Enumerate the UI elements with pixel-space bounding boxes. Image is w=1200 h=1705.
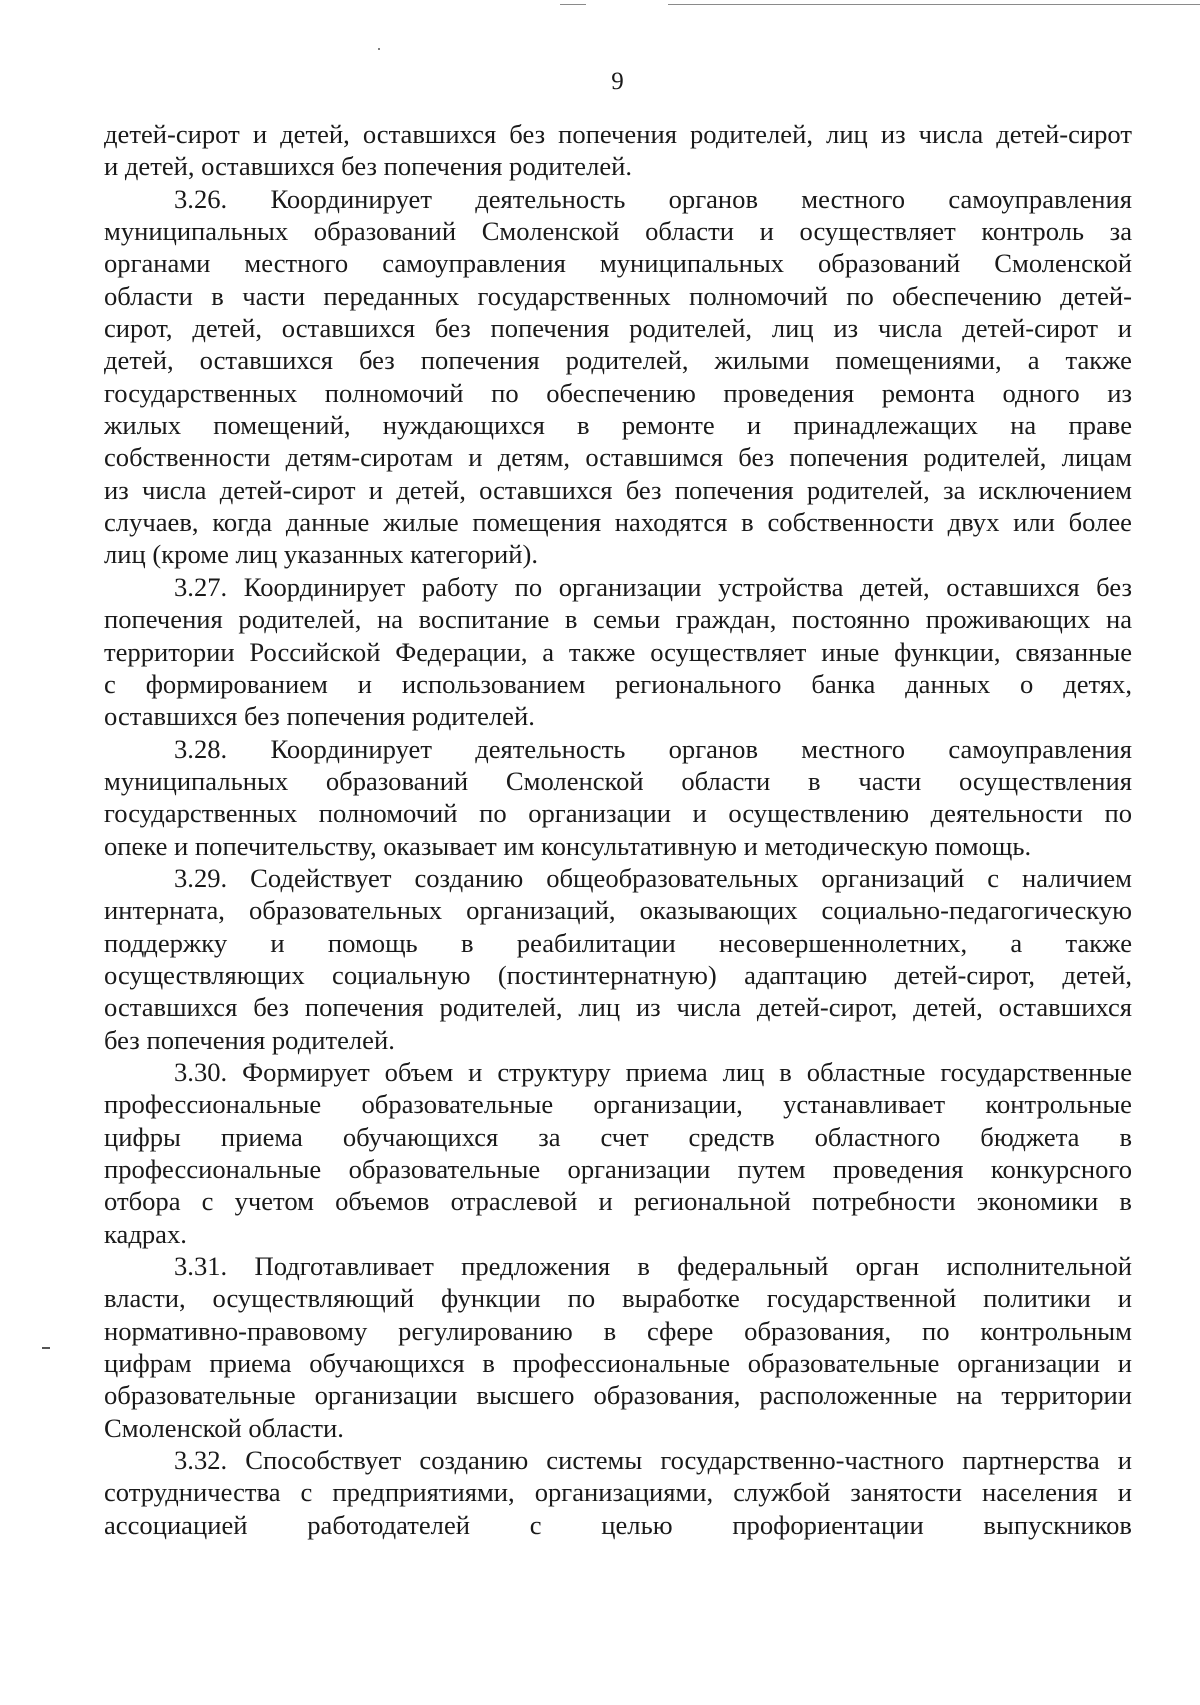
paragraph-first-line: 3.32. Способствует созданию системы государственно-частного партнерства и <box>174 1445 1132 1476</box>
text-line: государственных полномочий по обеспечению проведения ремонта одного из <box>104 377 1132 408</box>
scan-speck <box>378 48 380 50</box>
scan-edge-line <box>668 4 1200 5</box>
page-number: 9 <box>611 68 624 95</box>
text-line: интерната, образовательных организаций, оказывающих социально-педагогическую <box>104 895 1132 926</box>
text-line: опеке и попечительству, оказывает им консультативную и методическую помощь. <box>104 830 1032 861</box>
paragraph-first-line: 3.27. Координирует работу по организации устройства детей, оставшихся без <box>174 571 1132 602</box>
paragraph-first-line: 3.26. Координирует деятельность органов местного самоуправления <box>174 183 1132 214</box>
text-line: сирот, детей, оставшихся без попечения родителей, лиц из числа детей-сирот и <box>104 313 1132 344</box>
text-line: из числа детей-сирот и детей, оставшихся без попечения родителей, за исключением <box>104 474 1132 505</box>
paragraph-first-line: 3.30. Формирует объем и структуру приема лиц в областные государственные <box>174 1056 1132 1087</box>
text-line: поддержку и помощь в реабилитации несовершеннолетних, а также <box>104 927 1132 958</box>
text-line: оставшихся без попечения родителей, лиц из числа детей-сирот, детей, оставшихся <box>104 992 1132 1023</box>
text-line: отбора с учетом объемов отраслевой и региональной потребности экономики в <box>104 1186 1132 1217</box>
text-line: и детей, оставшихся без попечения родителей. <box>104 151 633 182</box>
text-line: цифры приема обучающихся за счет средств областного бюджета в <box>104 1121 1132 1152</box>
text-line: области в части переданных государственных полномочий по обеспечению детей- <box>104 280 1132 311</box>
text-line: осуществляющих социальную (постинтернатную) адаптацию детей-сирот, детей, <box>104 959 1132 990</box>
text-line: с формированием и использованием регионального банка данных о детях, <box>104 668 1132 699</box>
margin-mark <box>42 1347 50 1349</box>
text-line: территории Российской Федерации, а также осуществляет иные функции, связанные <box>104 636 1132 667</box>
text-line: ассоциацией работодателей с целью профориентации выпускников <box>104 1509 1132 1540</box>
text-line: муниципальных образований Смоленской области в части осуществления <box>104 765 1132 796</box>
text-line: органами местного самоуправления муниципальных образований Смоленской <box>104 248 1132 279</box>
text-line: нормативно-правовому регулированию в сфере образования, по контрольным <box>104 1315 1132 1346</box>
text-line: жилых помещений, нуждающихся в ремонте и принадлежащих на праве <box>104 410 1132 441</box>
scan-edge-line <box>560 4 586 5</box>
text-line: детей-сирот и детей, оставшихся без попечения родителей, лиц из числа детей-сирот <box>104 119 1132 149</box>
text-line: случаев, когда данные жилые помещения находятся в собственности двух или более <box>104 507 1132 538</box>
text-line: муниципальных образований Смоленской области и осуществляет контроль за <box>104 216 1132 247</box>
text-line: профессиональные образовательные организации, устанавливает контрольные <box>104 1089 1132 1120</box>
text-line: власти, осуществляющий функции по выработке государственной политики и <box>104 1283 1132 1314</box>
text-line: попечения родителей, на воспитание в семьи граждан, постоянно проживающих на <box>104 604 1132 635</box>
paragraph-first-line: 3.29. Содействует созданию общеобразовательных организаций с наличием <box>174 862 1132 893</box>
text-line: сотрудничества с предприятиями, организациями, службой занятости населения и <box>104 1477 1132 1508</box>
text-line: детей, оставшихся без попечения родителей, жилыми помещениями, а также <box>104 345 1132 376</box>
text-line: оставшихся без попечения родителей. <box>104 701 535 732</box>
paragraph-first-line: 3.28. Координирует деятельность органов местного самоуправления <box>174 733 1132 764</box>
text-line: кадрах. <box>104 1218 187 1249</box>
text-line: государственных полномочий по организации и осуществлению деятельности по <box>104 798 1132 829</box>
text-line: Смоленской области. <box>104 1412 344 1443</box>
text-line: лиц (кроме лиц указанных категорий). <box>104 539 538 570</box>
text-line: собственности детям-сиротам и детям, оставшимся без попечения родителей, лицам <box>104 442 1132 473</box>
document-body <box>104 118 1132 1541</box>
paragraph-first-line: 3.31. Подготавливает предложения в федеральный орган исполнительной <box>174 1251 1132 1282</box>
text-line: без попечения родителей. <box>104 1024 395 1055</box>
text-line: образовательные организации высшего образования, расположенные на территории <box>104 1380 1132 1411</box>
text-line: профессиональные образовательные организации путем проведения конкурсного <box>104 1154 1132 1184</box>
text-line: цифрам приема обучающихся в профессиональные образовательные организации и <box>104 1348 1132 1379</box>
